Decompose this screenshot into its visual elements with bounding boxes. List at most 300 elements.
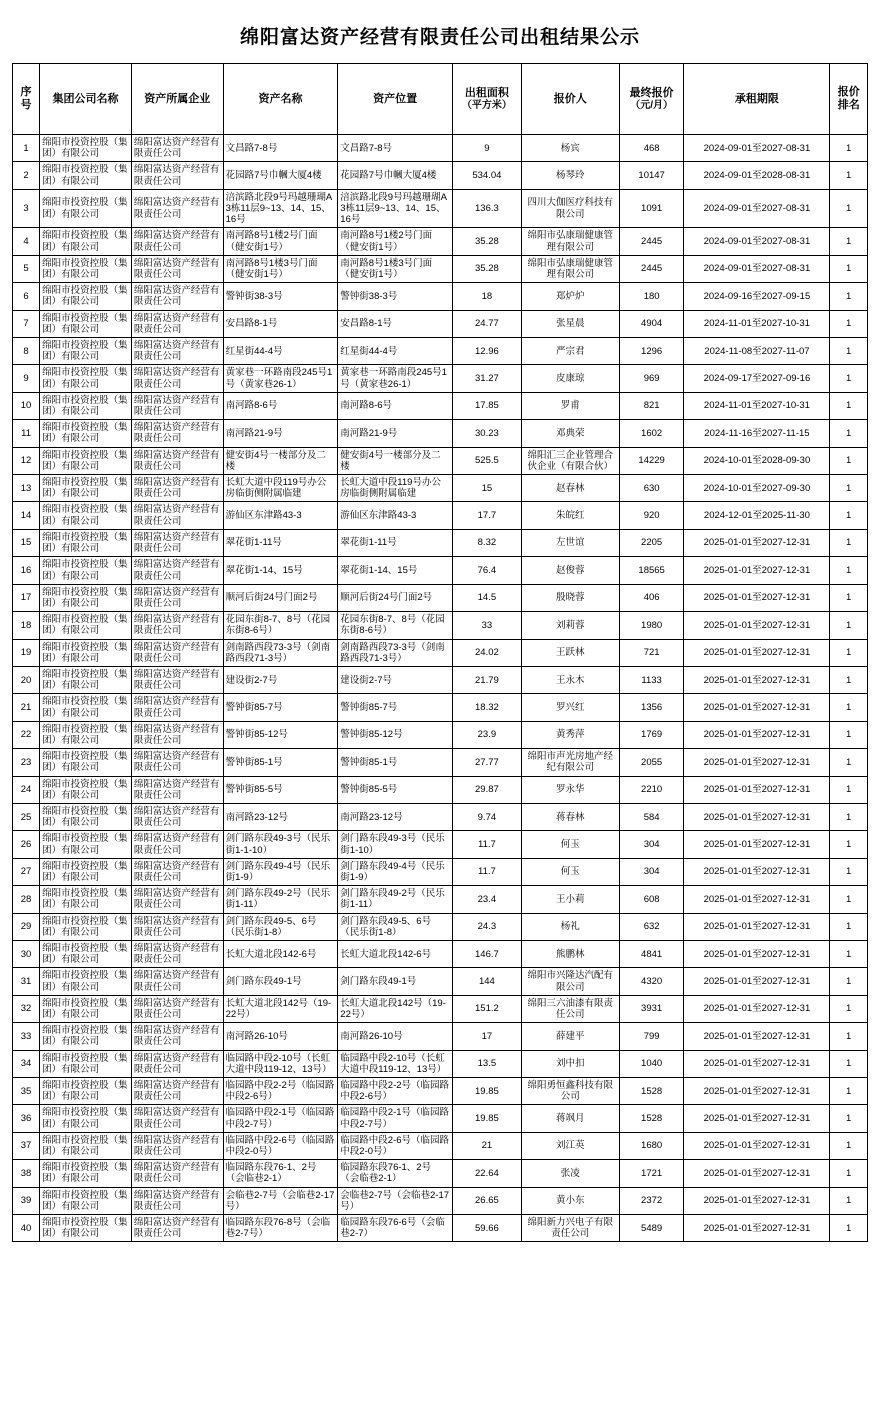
cell-lease-term: 2025-01-01至2027-12-31: [684, 1078, 830, 1105]
cell-bidder: 王小莉: [521, 886, 619, 913]
cell-lease-term: 2025-01-01至2027-12-31: [684, 1160, 830, 1187]
cell-asset-belong: 绵阳富达资产经营有限责任公司: [131, 612, 223, 639]
cell-final-price: 1356: [619, 694, 684, 721]
cell-final-price: 4904: [619, 310, 684, 337]
cell-lease-term: 2024-09-16至2027-09-15: [684, 283, 830, 310]
cell-asset-name: 长虹大道北段142号（19-22号）: [223, 995, 338, 1022]
cell-index: 2: [13, 162, 40, 189]
cell-group-company: 绵阳市投资控股（集团）有限公司: [40, 392, 132, 419]
table-row: [13, 447, 868, 474]
cell-index: 4: [13, 228, 40, 255]
cell-lease-term: 2025-01-01至2027-12-31: [684, 1187, 830, 1214]
cell-asset-belong: 绵阳富达资产经营有限责任公司: [131, 639, 223, 666]
page-title: 绵阳富达资产经营有限责任公司出租结果公示: [239, 27, 640, 48]
table-row: [13, 612, 868, 639]
cell-group-company: 绵阳市投资控股（集团）有限公司: [40, 940, 132, 967]
cell-lease-term: 2025-01-01至2027-12-31: [684, 666, 830, 693]
cell-asset-name: 顺河后街24号门面2号: [223, 584, 338, 611]
cell-group-company: 绵阳市投资控股（集团）有限公司: [40, 666, 132, 693]
cell-asset-belong: 绵阳富达资产经营有限责任公司: [131, 968, 223, 995]
cell-index: 37: [13, 1132, 40, 1159]
cell-bidder: 张星晨: [521, 310, 619, 337]
rent-area-unit: （平方米）: [461, 99, 512, 111]
cell-index: 22: [13, 721, 40, 748]
cell-asset-belong: 绵阳富达资产经营有限责任公司: [131, 228, 223, 255]
cell-final-price: 721: [619, 639, 684, 666]
cell-index: 33: [13, 1023, 40, 1050]
cell-lease-term: 2025-01-01至2027-12-31: [684, 721, 830, 748]
cell-asset-name: 警钟街85-1号: [223, 749, 338, 776]
cell-bidder: 绵阳市弘康瑞健康管理有限公司: [521, 255, 619, 282]
table-row: [13, 392, 868, 419]
cell-asset-location: 翠花街1-14、15号: [338, 557, 453, 584]
cell-asset-name: 长虹大道中段119号办公房临街侧附属临建: [223, 475, 338, 502]
cell-index: 29: [13, 913, 40, 940]
cell-asset-location: 长虹大道北段142号（19-22号）: [338, 995, 453, 1022]
cell-bidder: 黄小东: [521, 1187, 619, 1214]
cell-asset-belong: 绵阳富达资产经营有限责任公司: [131, 162, 223, 189]
cell-asset-name: 南河路8-6号: [223, 392, 338, 419]
table-row: [13, 475, 868, 502]
cell-asset-location: 临园路中段2-10号（长虹大道中段119-12、13号）: [338, 1050, 453, 1077]
cell-asset-belong: 绵阳富达资产经营有限责任公司: [131, 1160, 223, 1187]
final-price-label: 最终报价: [629, 86, 674, 99]
cell-asset-location: 南河路8号1楼3号门面（健安街1号）: [338, 255, 453, 282]
cell-bidder: 杨琴玲: [521, 162, 619, 189]
cell-final-price: 2445: [619, 255, 684, 282]
cell-asset-belong: 绵阳富达资产经营有限责任公司: [131, 1132, 223, 1159]
cell-group-company: 绵阳市投资控股（集团）有限公司: [40, 694, 132, 721]
cell-final-price: 5489: [619, 1215, 684, 1242]
cell-bidder: 蒋春林: [521, 803, 619, 830]
cell-group-company: 绵阳市投资控股（集团）有限公司: [40, 1078, 132, 1105]
cell-group-company: 绵阳市投资控股（集团）有限公司: [40, 749, 132, 776]
cell-index: 5: [13, 255, 40, 282]
cell-asset-belong: 绵阳富达资产经营有限责任公司: [131, 1078, 223, 1105]
cell-final-price: 4320: [619, 968, 684, 995]
cell-asset-location: 警钟街38-3号: [338, 283, 453, 310]
cell-index: 39: [13, 1187, 40, 1214]
cell-rank: 1: [830, 940, 868, 967]
cell-group-company: 绵阳市投资控股（集团）有限公司: [40, 283, 132, 310]
cell-asset-belong: 绵阳富达资产经营有限责任公司: [131, 995, 223, 1022]
cell-asset-location: 剑门路东段49-1号: [338, 968, 453, 995]
table-row: [13, 255, 868, 282]
cell-bidder: 绵阳汇三企业管理合伙企业（有限合伙）: [521, 447, 619, 474]
cell-asset-name: 临园路中段2-6号（临园路中段2-0号）: [223, 1132, 338, 1159]
cell-index: 9: [13, 365, 40, 392]
cell-index: 18: [13, 612, 40, 639]
cell-final-price: 1528: [619, 1105, 684, 1132]
cell-rank: 1: [830, 858, 868, 885]
cell-asset-belong: 绵阳富达资产经营有限责任公司: [131, 940, 223, 967]
cell-asset-location: 游仙区东津路43-3: [338, 502, 453, 529]
cell-lease-term: 2025-01-01至2027-12-31: [684, 584, 830, 611]
cell-final-price: 304: [619, 831, 684, 858]
table-row: [13, 420, 868, 447]
cell-asset-name: 警钟街85-5号: [223, 776, 338, 803]
cell-rent-area: 17: [452, 1023, 521, 1050]
cell-asset-name: 剑门路东段49-2号（民乐街1-11）: [223, 886, 338, 913]
cell-asset-location: 花园东街8-7、8号（花园东街8-6号）: [338, 612, 453, 639]
cell-asset-belong: 绵阳富达资产经营有限责任公司: [131, 447, 223, 474]
cell-final-price: 3931: [619, 995, 684, 1022]
cell-rent-area: 35.28: [452, 255, 521, 282]
table-row: [13, 529, 868, 556]
cell-lease-term: 2025-01-01至2027-12-31: [684, 1215, 830, 1242]
cell-bidder: 熊鹏林: [521, 940, 619, 967]
cell-rent-area: 21: [452, 1132, 521, 1159]
table-row: [13, 365, 868, 392]
cell-lease-term: 2024-11-01至2027-10-31: [684, 310, 830, 337]
table-row: [13, 886, 868, 913]
cell-rank: 1: [830, 255, 868, 282]
cell-rank: 1: [830, 189, 868, 228]
cell-index: 28: [13, 886, 40, 913]
table-row: [13, 557, 868, 584]
cell-rent-area: 33: [452, 612, 521, 639]
cell-rent-area: 136.3: [452, 189, 521, 228]
cell-group-company: 绵阳市投资控股（集团）有限公司: [40, 639, 132, 666]
cell-group-company: 绵阳市投资控股（集团）有限公司: [40, 255, 132, 282]
table-row: [13, 584, 868, 611]
cell-rank: 1: [830, 1215, 868, 1242]
table-row: [13, 639, 868, 666]
cell-rent-area: 144: [452, 968, 521, 995]
cell-asset-belong: 绵阳富达资产经营有限责任公司: [131, 913, 223, 940]
cell-rank: 1: [830, 831, 868, 858]
cell-asset-location: 文昌路7-8号: [338, 135, 453, 162]
cell-rank: 1: [830, 502, 868, 529]
cell-lease-term: 2025-01-01至2027-12-31: [684, 858, 830, 885]
cell-bidder: 赵春林: [521, 475, 619, 502]
cell-rank: 1: [830, 392, 868, 419]
cell-final-price: 2372: [619, 1187, 684, 1214]
cell-group-company: 绵阳市投资控股（集团）有限公司: [40, 913, 132, 940]
cell-asset-name: 警钟街85-7号: [223, 694, 338, 721]
table-row: [13, 913, 868, 940]
cell-lease-term: 2024-09-01至2027-08-31: [684, 255, 830, 282]
column-header-index: 序号: [13, 64, 40, 135]
cell-rent-area: 27.77: [452, 749, 521, 776]
cell-asset-location: 警钟街85-12号: [338, 721, 453, 748]
cell-asset-belong: 绵阳富达资产经营有限责任公司: [131, 365, 223, 392]
cell-lease-term: 2025-01-01至2027-12-31: [684, 529, 830, 556]
rent-area-label: 出租面积: [464, 86, 509, 99]
table-row: [13, 228, 868, 255]
cell-group-company: 绵阳市投资控股（集团）有限公司: [40, 1160, 132, 1187]
cell-index: 8: [13, 338, 40, 365]
cell-rank: 1: [830, 584, 868, 611]
cell-asset-location: 长虹大道中段119号办公房临街侧附属临建: [338, 475, 453, 502]
cell-final-price: 18565: [619, 557, 684, 584]
cell-asset-name: 警钟街85-12号: [223, 721, 338, 748]
cell-rank: 1: [830, 1187, 868, 1214]
cell-final-price: 2445: [619, 228, 684, 255]
cell-asset-location: 南河路23-12号: [338, 803, 453, 830]
cell-asset-name: 剑南路西段73-3号（剑南路西段71-3号）: [223, 639, 338, 666]
cell-final-price: 14229: [619, 447, 684, 474]
cell-index: 12: [13, 447, 40, 474]
cell-rank: 1: [830, 803, 868, 830]
cell-index: 21: [13, 694, 40, 721]
cell-rank: 1: [830, 365, 868, 392]
cell-lease-term: 2024-09-01至2028-08-31: [684, 162, 830, 189]
cell-asset-belong: 绵阳富达资产经营有限责任公司: [131, 749, 223, 776]
cell-asset-belong: 绵阳富达资产经营有限责任公司: [131, 803, 223, 830]
cell-index: 30: [13, 940, 40, 967]
cell-asset-name: 涪滨路北段9号玛越珊瑚A3栋11层9~13、14、15、16号: [223, 189, 338, 228]
table-row: [13, 1187, 868, 1214]
cell-group-company: 绵阳市投资控股（集团）有限公司: [40, 776, 132, 803]
cell-asset-name: 花园东街8-7、8号（花园东街8-6号）: [223, 612, 338, 639]
cell-group-company: 绵阳市投资控股（集团）有限公司: [40, 475, 132, 502]
cell-rank: 1: [830, 666, 868, 693]
cell-bidder: 朱皖红: [521, 502, 619, 529]
cell-rank: 1: [830, 776, 868, 803]
cell-final-price: 1040: [619, 1050, 684, 1077]
cell-lease-term: 2025-01-01至2027-12-31: [684, 968, 830, 995]
table-header: [13, 64, 868, 135]
cell-asset-belong: 绵阳富达资产经营有限责任公司: [131, 1215, 223, 1242]
table-row: [13, 694, 868, 721]
table-row: [13, 721, 868, 748]
cell-asset-name: 游仙区东津路43-3: [223, 502, 338, 529]
table-row: [13, 749, 868, 776]
cell-final-price: 304: [619, 858, 684, 885]
cell-lease-term: 2025-01-01至2027-12-31: [684, 694, 830, 721]
cell-rank: 1: [830, 886, 868, 913]
column-header-bidder: 报价人: [521, 64, 619, 135]
cell-rank: 1: [830, 1160, 868, 1187]
cell-lease-term: 2025-01-01至2027-12-31: [684, 940, 830, 967]
cell-lease-term: 2024-11-08至2027-11-07: [684, 338, 830, 365]
cell-rent-area: 534.04: [452, 162, 521, 189]
cell-rank: 1: [830, 135, 868, 162]
cell-asset-belong: 绵阳富达资产经营有限责任公司: [131, 1023, 223, 1050]
cell-index: 16: [13, 557, 40, 584]
cell-group-company: 绵阳市投资控股（集团）有限公司: [40, 1023, 132, 1050]
cell-index: 11: [13, 420, 40, 447]
cell-final-price: 1133: [619, 666, 684, 693]
table-row: [13, 338, 868, 365]
cell-asset-name: 翠花街1-11号: [223, 529, 338, 556]
cell-group-company: 绵阳市投资控股（集团）有限公司: [40, 1050, 132, 1077]
cell-asset-name: 南河路21-9号: [223, 420, 338, 447]
cell-asset-location: 警钟街85-7号: [338, 694, 453, 721]
cell-asset-name: 剑门路东段49-1号: [223, 968, 338, 995]
cell-index: 1: [13, 135, 40, 162]
cell-asset-name: 长虹大道北段142-6号: [223, 940, 338, 967]
cell-lease-term: 2025-01-01至2027-12-31: [684, 1050, 830, 1077]
cell-final-price: 630: [619, 475, 684, 502]
cell-rank: 1: [830, 968, 868, 995]
cell-rent-area: 21.79: [452, 666, 521, 693]
cell-lease-term: 2025-01-01至2027-12-31: [684, 612, 830, 639]
table-row: [13, 831, 868, 858]
cell-index: 24: [13, 776, 40, 803]
cell-asset-location: 顺河后街24号门面2号: [338, 584, 453, 611]
cell-group-company: 绵阳市投资控股（集团）有限公司: [40, 338, 132, 365]
cell-group-company: 绵阳市投资控股（集团）有限公司: [40, 995, 132, 1022]
cell-asset-location: 南河路8号1楼2号门面（健安街1号）: [338, 228, 453, 255]
cell-asset-name: 剑门路东段49-5、6号（民乐街1-8）: [223, 913, 338, 940]
cell-rent-area: 11.7: [452, 831, 521, 858]
cell-final-price: 920: [619, 502, 684, 529]
cell-bidder: 杨宾: [521, 135, 619, 162]
table-row: [13, 968, 868, 995]
cell-final-price: 10147: [619, 162, 684, 189]
cell-rent-area: 8.32: [452, 529, 521, 556]
cell-bidder: 殷晓蓉: [521, 584, 619, 611]
cell-index: 25: [13, 803, 40, 830]
cell-rank: 1: [830, 283, 868, 310]
cell-rent-area: 9.74: [452, 803, 521, 830]
cell-asset-belong: 绵阳富达资产经营有限责任公司: [131, 886, 223, 913]
table-row: [13, 1050, 868, 1077]
cell-rank: 1: [830, 721, 868, 748]
cell-bidder: 刘江英: [521, 1132, 619, 1159]
cell-lease-term: 2025-01-01至2027-12-31: [684, 639, 830, 666]
cell-bidder: 黄秀萍: [521, 721, 619, 748]
cell-asset-name: 红星街44-4号: [223, 338, 338, 365]
table-row: [13, 1023, 868, 1050]
table-row: [13, 995, 868, 1022]
table-row: [13, 1078, 868, 1105]
column-header-asset-belong: 资产所属企业: [131, 64, 223, 135]
cell-asset-belong: 绵阳富达资产经营有限责任公司: [131, 666, 223, 693]
cell-final-price: 1528: [619, 1078, 684, 1105]
cell-rent-area: 525.5: [452, 447, 521, 474]
cell-asset-location: 临园路中段2-6号（临园路中段2-0号）: [338, 1132, 453, 1159]
cell-asset-location: 安昌路8-1号: [338, 310, 453, 337]
cell-asset-belong: 绵阳富达资产经营有限责任公司: [131, 392, 223, 419]
cell-asset-location: 黄家巷一环路南段245号1号（黄家巷26-1）: [338, 365, 453, 392]
cell-group-company: 绵阳市投资控股（集团）有限公司: [40, 447, 132, 474]
cell-lease-term: 2025-01-01至2027-12-31: [684, 886, 830, 913]
cell-index: 34: [13, 1050, 40, 1077]
cell-final-price: 969: [619, 365, 684, 392]
cell-group-company: 绵阳市投资控股（集团）有限公司: [40, 557, 132, 584]
cell-rent-area: 146.7: [452, 940, 521, 967]
cell-final-price: 2210: [619, 776, 684, 803]
cell-rent-area: 24.77: [452, 310, 521, 337]
cell-rank: 1: [830, 420, 868, 447]
cell-lease-term: 2025-01-01至2027-12-31: [684, 1132, 830, 1159]
cell-asset-location: 剑门路东段49-3号（民乐街1-10）: [338, 831, 453, 858]
cell-asset-belong: 绵阳富达资产经营有限责任公司: [131, 283, 223, 310]
cell-lease-term: 2024-09-01至2027-08-31: [684, 189, 830, 228]
cell-rank: 1: [830, 475, 868, 502]
cell-group-company: 绵阳市投资控股（集团）有限公司: [40, 1105, 132, 1132]
table-row: [13, 1105, 868, 1132]
cell-group-company: 绵阳市投资控股（集团）有限公司: [40, 831, 132, 858]
cell-final-price: 821: [619, 392, 684, 419]
cell-lease-term: 2025-01-01至2027-12-31: [684, 749, 830, 776]
cell-index: 6: [13, 283, 40, 310]
cell-rent-area: 22.64: [452, 1160, 521, 1187]
cell-asset-belong: 绵阳富达资产经营有限责任公司: [131, 255, 223, 282]
cell-rank: 1: [830, 338, 868, 365]
cell-asset-belong: 绵阳富达资产经营有限责任公司: [131, 420, 223, 447]
cell-group-company: 绵阳市投资控股（集团）有限公司: [40, 420, 132, 447]
cell-asset-location: 临园路中段2-1号（临园路中段2-7号）: [338, 1105, 453, 1132]
cell-lease-term: 2024-12-01至2025-11-30: [684, 502, 830, 529]
cell-asset-location: 长虹大道北段142-6号: [338, 940, 453, 967]
column-header-group-company: 集团公司名称: [40, 64, 132, 135]
cell-asset-location: 临园路东段76-1、2号（会临巷2-1）: [338, 1160, 453, 1187]
cell-group-company: 绵阳市投资控股（集团）有限公司: [40, 502, 132, 529]
cell-asset-location: 健安街4号一楼部分及二楼: [338, 447, 453, 474]
cell-rank: 1: [830, 1078, 868, 1105]
cell-bidder: 罗兴红: [521, 694, 619, 721]
cell-lease-term: 2025-01-01至2027-12-31: [684, 1105, 830, 1132]
cell-lease-term: 2024-11-16至2027-11-15: [684, 420, 830, 447]
table-row: [13, 1160, 868, 1187]
cell-final-price: 1091: [619, 189, 684, 228]
cell-index: 36: [13, 1105, 40, 1132]
cell-rent-area: 18: [452, 283, 521, 310]
cell-group-company: 绵阳市投资控股（集团）有限公司: [40, 310, 132, 337]
table-header-row: [13, 64, 868, 135]
cell-bidder: 绵阳市声光房地产经纪有限公司: [521, 749, 619, 776]
cell-rent-area: 13.5: [452, 1050, 521, 1077]
cell-group-company: 绵阳市投资控股（集团）有限公司: [40, 1215, 132, 1242]
cell-final-price: 1980: [619, 612, 684, 639]
cell-bidder: 四川大伽医疗科技有限公司: [521, 189, 619, 228]
cell-lease-term: 2024-11-01至2027-10-31: [684, 392, 830, 419]
cell-asset-name: 警钟街38-3号: [223, 283, 338, 310]
table-row: [13, 803, 868, 830]
cell-lease-term: 2025-01-01至2027-12-31: [684, 831, 830, 858]
cell-asset-location: 警钟街85-1号: [338, 749, 453, 776]
cell-rent-area: 11.7: [452, 858, 521, 885]
cell-asset-name: 剑门路东段49-3号（民乐街1-1-10）: [223, 831, 338, 858]
cell-asset-location: 临园路中段2-2号（临园路中段2-6号）: [338, 1078, 453, 1105]
cell-bidder: 王永木: [521, 666, 619, 693]
cell-rent-area: 9: [452, 135, 521, 162]
cell-asset-location: 花园路7号巾幗大厦4楼: [338, 162, 453, 189]
cell-rent-area: 17.85: [452, 392, 521, 419]
cell-final-price: 632: [619, 913, 684, 940]
cell-rent-area: 15: [452, 475, 521, 502]
cell-rent-area: 24.3: [452, 913, 521, 940]
cell-asset-location: 剑南路西段73-3号（剑南路西段71-3号）: [338, 639, 453, 666]
cell-bidder: 皮康琼: [521, 365, 619, 392]
cell-bidder: 严宗君: [521, 338, 619, 365]
cell-asset-belong: 绵阳富达资产经营有限责任公司: [131, 1050, 223, 1077]
final-price-unit: （元/月）: [630, 99, 673, 111]
cell-rank: 1: [830, 228, 868, 255]
cell-asset-name: 花园路7号巾幗大厦4楼: [223, 162, 338, 189]
cell-rent-area: 19.85: [452, 1078, 521, 1105]
column-header-lease-term: 承租期限: [684, 64, 830, 135]
cell-group-company: 绵阳市投资控股（集团）有限公司: [40, 1187, 132, 1214]
cell-lease-term: 2025-01-01至2027-12-31: [684, 776, 830, 803]
cell-lease-term: 2025-01-01至2027-12-31: [684, 1023, 830, 1050]
cell-rent-area: 31.27: [452, 365, 521, 392]
cell-final-price: 2055: [619, 749, 684, 776]
cell-bidder: 王跃林: [521, 639, 619, 666]
cell-lease-term: 2025-01-01至2027-12-31: [684, 995, 830, 1022]
cell-rent-area: 18.32: [452, 694, 521, 721]
cell-asset-name: 临园路中段2-10号（长虹大道中段119-12、13号）: [223, 1050, 338, 1077]
cell-final-price: 799: [619, 1023, 684, 1050]
column-header-rent-area: [452, 64, 521, 135]
rental-results-table: [12, 63, 868, 1242]
cell-bidder: 绵阳勇恒鑫科技有限公司: [521, 1078, 619, 1105]
cell-rent-area: 14.5: [452, 584, 521, 611]
